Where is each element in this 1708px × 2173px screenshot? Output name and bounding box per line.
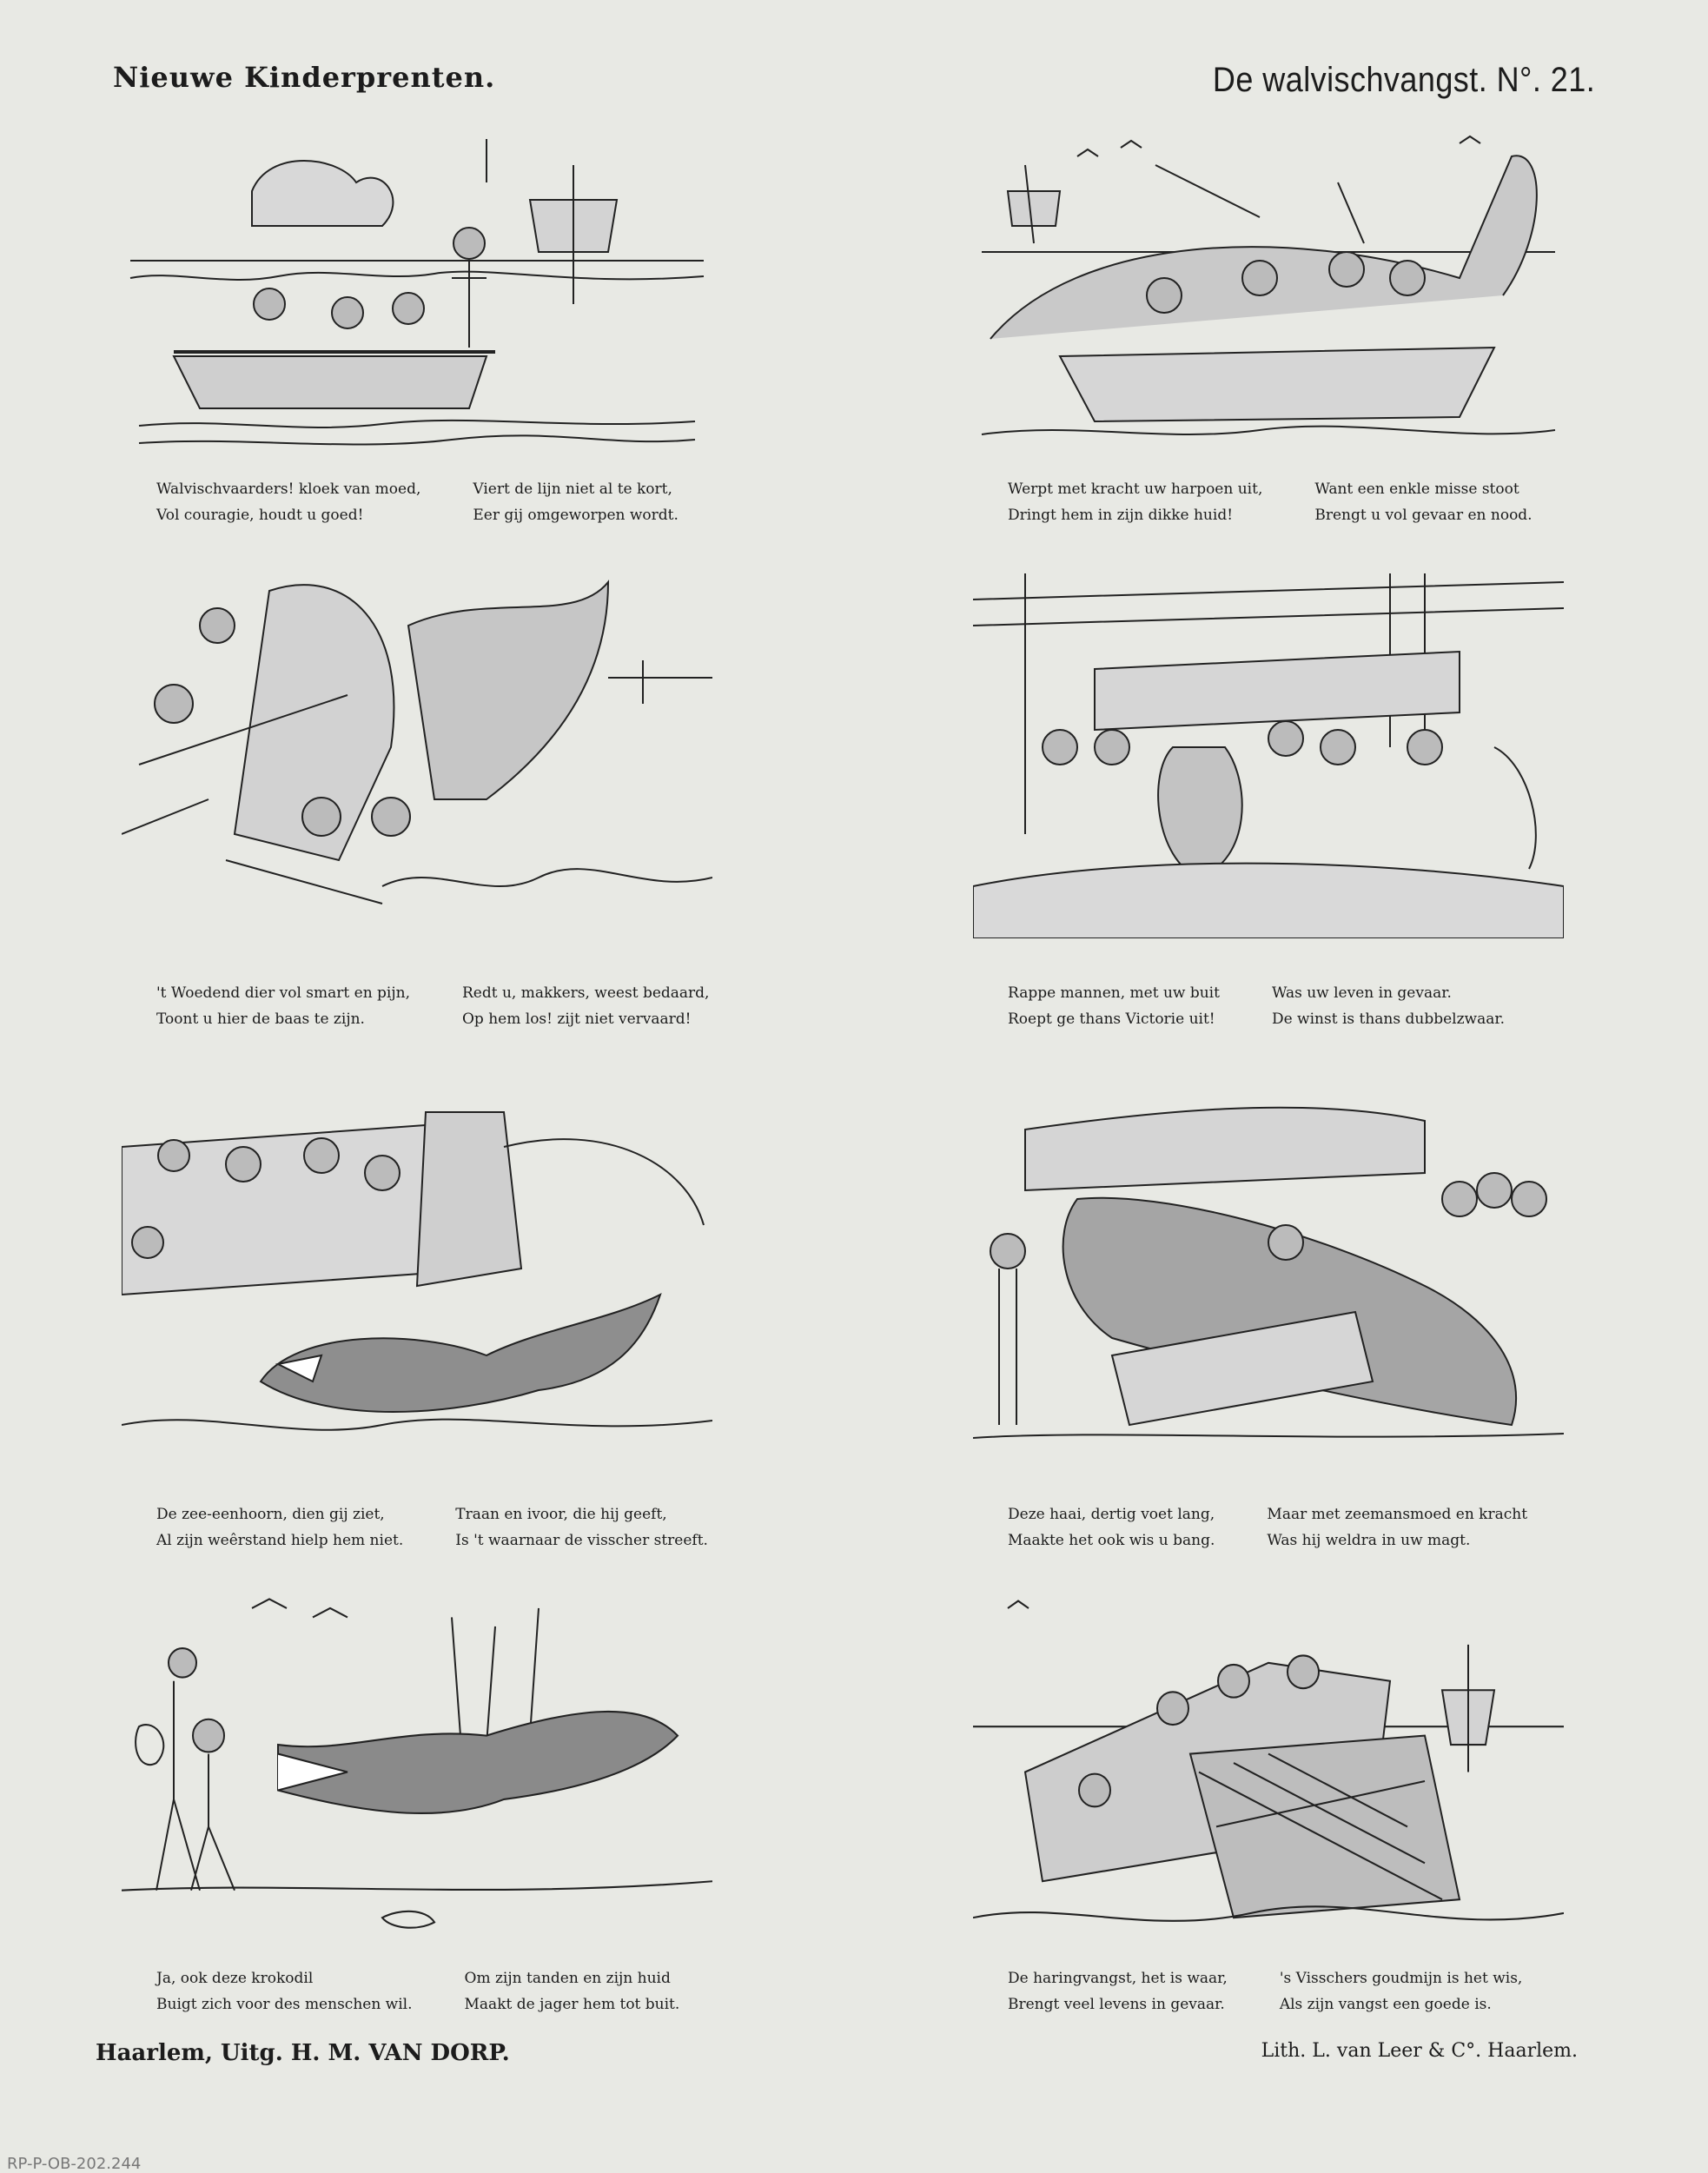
verse-line: Was hij weldra in uw magt. bbox=[1267, 1532, 1471, 1549]
verse-line: Brengt veel levens in gevaar. bbox=[1008, 1996, 1225, 2013]
crocodile-hunt-illustration bbox=[122, 1590, 712, 1972]
verse-line: Eer gij omgeworpen wordt. bbox=[473, 507, 679, 524]
caption-right bbox=[1272, 980, 1505, 1032]
verse-line: 's Visschers goudmijn is het wis, bbox=[1279, 1970, 1523, 1987]
verse-line: Vol couragie, houdt u goed! bbox=[156, 507, 364, 524]
herring-fishing-net-illustration bbox=[973, 1590, 1564, 1972]
verse-line: Werpt met kracht uw harpoen uit, bbox=[1008, 480, 1263, 498]
verse-line: De winst is thans dubbelzwaar. bbox=[1271, 1010, 1506, 1028]
verse-line: Was uw leven in gevaar. bbox=[1271, 984, 1452, 1002]
verse-line: Want een enkle misse stoot bbox=[1314, 480, 1519, 498]
panel-2-caption bbox=[1008, 476, 1564, 528]
verse-line: Viert de lijn niet al te kort, bbox=[473, 480, 672, 498]
caption-left bbox=[1008, 980, 1220, 1032]
caption-right bbox=[455, 1501, 708, 1554]
verse-line: Rappe mannen, met uw buit bbox=[1008, 984, 1220, 1002]
caption-left bbox=[1008, 1965, 1228, 2017]
verse-line: De zee-eenhoorn, dien gij ziet, bbox=[156, 1506, 385, 1523]
verse-line: 't Woedend dier vol smart en pijn, bbox=[156, 984, 410, 1002]
verse-line: Al zijn weêrstand hielp hem niet. bbox=[156, 1532, 404, 1549]
caption-left bbox=[156, 1965, 413, 2017]
caption-right bbox=[465, 1965, 680, 2017]
panel-4-caption bbox=[1008, 980, 1564, 1032]
whalers-rowing-boat-illustration bbox=[122, 130, 712, 460]
inventory-number: RP-P-OB-202.244 bbox=[7, 2155, 142, 2173]
caption-left bbox=[156, 476, 420, 528]
caption-right bbox=[462, 980, 709, 1032]
panel-3-caption bbox=[156, 980, 712, 1032]
boat-capsized-by-whale-tail-illustration bbox=[122, 573, 712, 938]
verse-line: Maar met zeemansmoed en kracht bbox=[1267, 1506, 1528, 1523]
verse-line: Is 't waarnaar de visscher streeft. bbox=[455, 1532, 708, 1549]
verse-line: Traan en ivoor, die hij geeft, bbox=[455, 1506, 667, 1523]
panel-7-caption bbox=[156, 1965, 712, 2017]
publisher-imprint: Haarlem, Uitg. H. M. VAN DORP. bbox=[96, 2040, 510, 2066]
caption-left bbox=[156, 1501, 403, 1554]
verse-line: De haringvangst, het is waar, bbox=[1008, 1970, 1228, 1987]
verse-line: Dringt hem in zijn dikke huid! bbox=[1008, 507, 1234, 524]
panel-5-caption bbox=[156, 1501, 712, 1554]
verse-line: Brengt u vol gevaar en nood. bbox=[1314, 507, 1533, 524]
verse-line: Maakt de jager hem tot buit. bbox=[464, 1996, 680, 2013]
panel-8-caption bbox=[1008, 1965, 1564, 2017]
narwhal-hauled-aboard-illustration bbox=[122, 1095, 712, 1460]
caption-left bbox=[1008, 1501, 1215, 1554]
verse-line: Ja, ook deze krokodil bbox=[156, 1970, 314, 1987]
panel-1-caption bbox=[156, 476, 712, 528]
panel-6-caption bbox=[1008, 1501, 1564, 1554]
hauling-blubber-on-deck-illustration bbox=[973, 573, 1564, 938]
caption-right bbox=[1314, 476, 1532, 528]
harpooning-whale-illustration bbox=[973, 130, 1564, 460]
print-title: De walvischvangst. N°. 21. bbox=[1212, 61, 1595, 99]
verse-line: Buigt zich voor des menschen wil. bbox=[156, 1996, 413, 2013]
verse-line: Maakte het ook wis u bang. bbox=[1008, 1532, 1215, 1549]
shark-caught-illustration bbox=[973, 1095, 1564, 1460]
caption-left bbox=[1008, 476, 1262, 528]
verse-line: Toont u hier de baas te zijn. bbox=[156, 1010, 365, 1028]
caption-right bbox=[1267, 1501, 1527, 1554]
verse-line: Als zijn vangst een goede is. bbox=[1279, 1996, 1492, 2013]
verse-line: Op hem los! zijt niet vervaard! bbox=[462, 1010, 692, 1028]
verse-line: Redt u, makkers, weest bedaard, bbox=[462, 984, 710, 1002]
printer-imprint: Lith. L. van Leer & C°. Haarlem. bbox=[1261, 2040, 1578, 2062]
verse-line: Om zijn tanden en zijn huid bbox=[464, 1970, 671, 1987]
verse-line: Walvischvaarders! kloek van moed, bbox=[156, 480, 421, 498]
series-title: Nieuwe Kinderprenten. bbox=[113, 61, 496, 94]
caption-left bbox=[156, 980, 410, 1032]
caption-right bbox=[1280, 1965, 1523, 2017]
caption-right bbox=[473, 476, 679, 528]
verse-line: Roept ge thans Victorie uit! bbox=[1008, 1010, 1215, 1028]
verse-line: Deze haai, dertig voet lang, bbox=[1008, 1506, 1215, 1523]
